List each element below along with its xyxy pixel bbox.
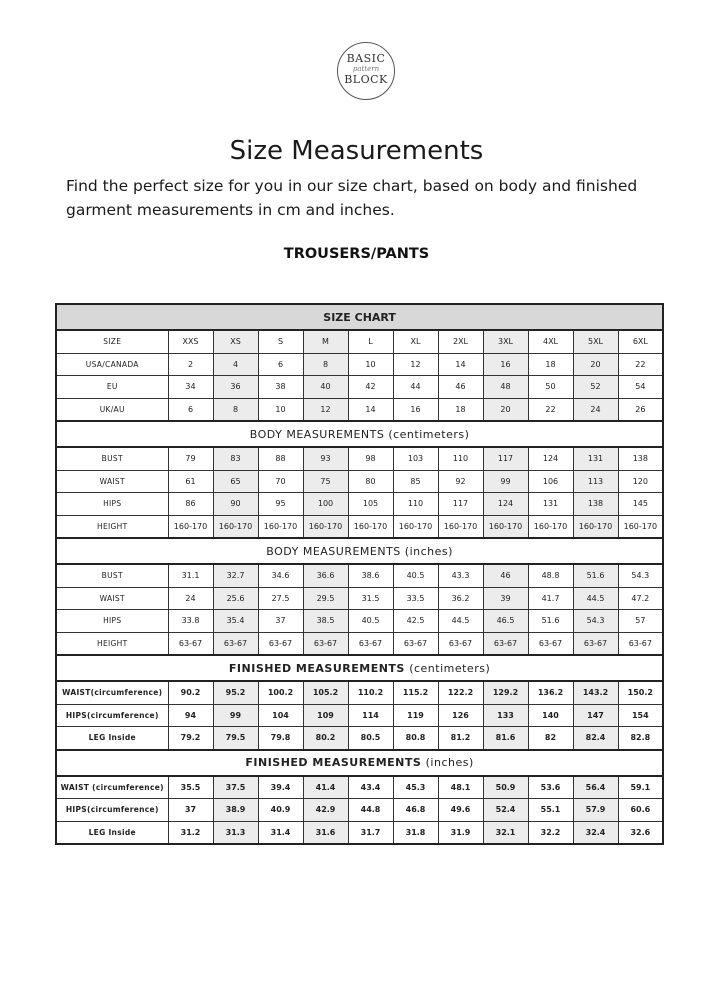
table-cell: 27.5 [258,587,303,610]
table-cell: 48 [483,376,528,399]
logo-text-bottom: BLOCK [344,73,388,86]
table-cell: 160-170 [528,515,573,538]
table-cell: 63-67 [168,632,213,655]
table-cell: 124 [483,493,528,516]
table-row [56,564,663,587]
table-cell: 14 [348,398,393,421]
table-cell: 90.2 [168,681,213,704]
table-cell: 8 [303,353,348,376]
table-cell: 44.5 [438,610,483,633]
table-cell: 122.2 [438,681,483,704]
table-cell: 6 [168,398,213,421]
section-finished-in-cell [56,750,663,776]
table-cell: 147 [573,704,618,727]
row-label: HIPS(circumference) [56,704,168,727]
table-cell: 63-67 [393,632,438,655]
table-cell: 60.6 [618,799,663,822]
table-cell: 63-67 [483,632,528,655]
table-cell: 44.8 [348,799,393,822]
table-cell: 36.6 [303,564,348,587]
table-cell: 43.3 [438,564,483,587]
table-cell: 81.2 [438,727,483,750]
section-finished-cm [56,655,663,681]
table-cell: 80.8 [393,727,438,750]
row-label: HEIGHT [56,632,168,655]
table-row [56,447,663,470]
table-cell: 131 [528,493,573,516]
table-cell: 39 [483,587,528,610]
table-cell: 37.5 [213,776,258,799]
table-cell: 38.6 [348,564,393,587]
section-body-cm-cell [56,421,663,447]
table-cell: 95.2 [213,681,258,704]
section-heading: TROUSERS/PANTS [283,246,430,262]
table-cell: 32.7 [213,564,258,587]
table-cell: 44 [393,376,438,399]
table-cell: 52 [573,376,618,399]
table-row [56,493,663,516]
table-cell: 18 [438,398,483,421]
table-row [56,681,663,704]
table-cell: 36.2 [438,587,483,610]
table-cell: 16 [393,398,438,421]
table-row [56,799,663,822]
table-cell: 103 [393,447,438,470]
table-cell: 63-67 [438,632,483,655]
section-body-cm-unit: (centimeters) [388,427,470,441]
table-cell: 31.3 [213,821,258,844]
table-cell: 31.1 [168,564,213,587]
row-label: SIZE [56,330,168,353]
table-cell: 42.5 [393,610,438,633]
table-cell: 79.5 [213,727,258,750]
table-cell: 110 [438,447,483,470]
table-cell: 63-67 [348,632,393,655]
table-cell: 57.9 [573,799,618,822]
section-body-in-unit: (inches) [404,544,453,558]
table-cell: 160-170 [213,515,258,538]
table-cell: 38.9 [213,799,258,822]
table-cell: 4 [213,353,258,376]
table-cell: 65 [213,470,258,493]
table-cell: 124 [528,447,573,470]
table-cell: 93 [303,447,348,470]
table-cell: 138 [573,493,618,516]
table-row [56,376,663,399]
table-cell: 59.1 [618,776,663,799]
table-cell: 20 [573,353,618,376]
table-cell: 160-170 [258,515,303,538]
table-cell: 6 [258,353,303,376]
table-row [56,515,663,538]
table-cell: 105 [348,493,393,516]
table-cell: 25.6 [213,587,258,610]
table-cell: 12 [393,353,438,376]
table-cell: 41.4 [303,776,348,799]
table-cell: 83 [213,447,258,470]
table-cell: 31.8 [393,821,438,844]
table-cell: 22 [528,398,573,421]
table-cell: 54.3 [618,564,663,587]
table-cell: 40.9 [258,799,303,822]
section-finished-cm-title: FINISHED MEASUREMENTS [228,661,405,675]
table-cell: 32.6 [618,821,663,844]
table-cell: XL [393,330,438,353]
table-cell: 24 [168,587,213,610]
table-cell: 50 [528,376,573,399]
table-cell: 79 [168,447,213,470]
table-cell: 110 [393,493,438,516]
table-row [56,330,663,353]
table-cell: 35.5 [168,776,213,799]
table-cell: 38.5 [303,610,348,633]
table-cell: 129.2 [483,681,528,704]
table-cell: 34 [168,376,213,399]
section-body-in [56,538,663,564]
table-cell: 42 [348,376,393,399]
section-finished-cm-cell [56,655,663,681]
table-cell: 160-170 [618,515,663,538]
table-cell: 50.9 [483,776,528,799]
table-cell: 81.6 [483,727,528,750]
table-cell: 24 [573,398,618,421]
table-row [56,353,663,376]
table-cell: 98 [348,447,393,470]
table-cell: 31.9 [438,821,483,844]
table-cell: 3XL [483,330,528,353]
table-cell: 38 [258,376,303,399]
row-label: WAIST [56,470,168,493]
row-label: USA/CANADA [56,353,168,376]
section-finished-in-unit: (inches) [425,756,474,769]
table-cell: 22 [618,353,663,376]
table-cell: 80.5 [348,727,393,750]
table-cell: 8 [213,398,258,421]
table-row [56,610,663,633]
table-cell: 117 [438,493,483,516]
table-cell: 63-67 [258,632,303,655]
table-cell: 61 [168,470,213,493]
table-cell: S [258,330,303,353]
table-cell: 48.1 [438,776,483,799]
table-cell: 32.2 [528,821,573,844]
table-cell: 47.2 [618,587,663,610]
table-cell: 86 [168,493,213,516]
table-cell: 10 [348,353,393,376]
table-cell: 45.3 [393,776,438,799]
table-cell: 110.2 [348,681,393,704]
row-label: HIPS [56,610,168,633]
row-label: LEG Inside [56,821,168,844]
table-cell: 55.1 [528,799,573,822]
row-label: HIPS [56,493,168,516]
row-label: EU [56,376,168,399]
table-cell: 46 [438,376,483,399]
table-cell: 106 [528,470,573,493]
table-cell: L [348,330,393,353]
table-cell: 119 [393,704,438,727]
table-cell: 63-67 [618,632,663,655]
table-cell: 79.8 [258,727,303,750]
table-cell: 51.6 [573,564,618,587]
table-cell: 150.2 [618,681,663,704]
table-cell: XS [213,330,258,353]
table-cell: 43.4 [348,776,393,799]
table-cell: 12 [303,398,348,421]
table-cell: 48.8 [528,564,573,587]
table-cell: 95 [258,493,303,516]
table-cell: 20 [483,398,528,421]
table-cell: 63-67 [213,632,258,655]
table-cell: 138 [618,447,663,470]
table-cell: 29.5 [303,587,348,610]
table-cell: 37 [168,799,213,822]
table-cell: 46.5 [483,610,528,633]
table-cell: M [303,330,348,353]
table-cell: XXS [168,330,213,353]
brand-logo [337,42,395,100]
table-row [56,587,663,610]
table-cell: 31.2 [168,821,213,844]
table-cell: 5XL [573,330,618,353]
table-row [56,632,663,655]
intro-text: Find the perfect size for you in our size chart, based on body and finished garment measurements in cm and inches. [66,177,638,219]
table-cell: 51.6 [528,610,573,633]
table-cell: 2 [168,353,213,376]
table-cell: 131 [573,447,618,470]
table-cell: 133 [483,704,528,727]
row-label: WAIST [56,587,168,610]
row-label: WAIST(circumference) [56,681,168,704]
logo-text-script: pattern [352,65,380,73]
table-cell: 34.6 [258,564,303,587]
page-title: Size Measurements [229,136,484,166]
table-cell: 63-67 [573,632,618,655]
section-finished-cm-unit: (centimeters) [409,661,491,675]
table-cell: 80 [348,470,393,493]
table-row [56,398,663,421]
table-row [56,776,663,799]
table-cell: 160-170 [348,515,393,538]
size-chart-title [56,304,663,330]
table-cell: 26 [618,398,663,421]
section-body-cm [56,421,663,447]
table-cell: 54 [618,376,663,399]
table-cell: 63-67 [528,632,573,655]
table-cell: 46.8 [393,799,438,822]
table-cell: 114 [348,704,393,727]
table-cell: 33.8 [168,610,213,633]
table-cell: 109 [303,704,348,727]
table-cell: 80.2 [303,727,348,750]
table-cell: 54.3 [573,610,618,633]
table-row [56,727,663,750]
size-chart-title-title: SIZE CHART [323,310,396,324]
table-cell: 18 [528,353,573,376]
table-cell: 100 [303,493,348,516]
table-cell: 42.9 [303,799,348,822]
table-cell: 160-170 [438,515,483,538]
row-label: BUST [56,564,168,587]
row-label: LEG Inside [56,727,168,750]
row-label: HEIGHT [56,515,168,538]
table-cell: 33.5 [393,587,438,610]
table-cell: 160-170 [303,515,348,538]
table-cell: 92 [438,470,483,493]
table-cell: 90 [213,493,258,516]
table-cell: 4XL [528,330,573,353]
size-chart-title-cell [56,304,663,330]
row-label: BUST [56,447,168,470]
table-cell: 40.5 [348,610,393,633]
section-body-in-title: BODY MEASUREMENTS [266,544,401,558]
section-body-cm-title: BODY MEASUREMENTS [249,427,385,441]
table-cell: 36 [213,376,258,399]
table-cell: 40.5 [393,564,438,587]
section-body-in-cell [56,538,663,564]
table-cell: 70 [258,470,303,493]
table-cell: 10 [258,398,303,421]
table-cell: 115.2 [393,681,438,704]
table-cell: 41.7 [528,587,573,610]
table-cell: 104 [258,704,303,727]
table-cell: 79.2 [168,727,213,750]
table-cell: 2XL [438,330,483,353]
table-cell: 49.6 [438,799,483,822]
table-cell: 44.5 [573,587,618,610]
table-cell: 53.6 [528,776,573,799]
table-cell: 160-170 [393,515,438,538]
table-cell: 94 [168,704,213,727]
table-cell: 31.7 [348,821,393,844]
section-finished-in-title: FINISHED MEASUREMENTS [245,756,422,769]
table-cell: 100.2 [258,681,303,704]
table-cell: 16 [483,353,528,376]
table-cell: 143.2 [573,681,618,704]
table-cell: 160-170 [573,515,618,538]
table-cell: 82 [528,727,573,750]
table-cell: 117 [483,447,528,470]
table-cell: 160-170 [168,515,213,538]
table-cell: 126 [438,704,483,727]
table-cell: 99 [483,470,528,493]
table-cell: 154 [618,704,663,727]
table-row [56,821,663,844]
table-row [56,704,663,727]
table-cell: 31.6 [303,821,348,844]
table-cell: 46 [483,564,528,587]
table-cell: 88 [258,447,303,470]
table-cell: 99 [213,704,258,727]
table-cell: 63-67 [303,632,348,655]
section-finished-in [56,750,663,776]
logo-text-top: BASIC [346,52,386,65]
table-cell: 35.4 [213,610,258,633]
table-cell: 56.4 [573,776,618,799]
table-cell: 6XL [618,330,663,353]
table-cell: 160-170 [483,515,528,538]
table-cell: 136.2 [528,681,573,704]
table-cell: 105.2 [303,681,348,704]
table-cell: 75 [303,470,348,493]
table-cell: 82.4 [573,727,618,750]
table-cell: 39.4 [258,776,303,799]
table-cell: 85 [393,470,438,493]
row-label: UK/AU [56,398,168,421]
row-label: WAIST (circumference) [56,776,168,799]
table-cell: 31.4 [258,821,303,844]
table-cell: 113 [573,470,618,493]
table-cell: 31.5 [348,587,393,610]
table-cell: 120 [618,470,663,493]
table-cell: 14 [438,353,483,376]
table-cell: 82.8 [618,727,663,750]
table-cell: 32.4 [573,821,618,844]
row-label: HIPS(circumference) [56,799,168,822]
table-cell: 32.1 [483,821,528,844]
table-cell: 37 [258,610,303,633]
table-row [56,470,663,493]
table-cell: 140 [528,704,573,727]
size-chart-table [55,303,664,845]
table-cell: 145 [618,493,663,516]
table-cell: 52.4 [483,799,528,822]
table-cell: 40 [303,376,348,399]
table-cell: 57 [618,610,663,633]
